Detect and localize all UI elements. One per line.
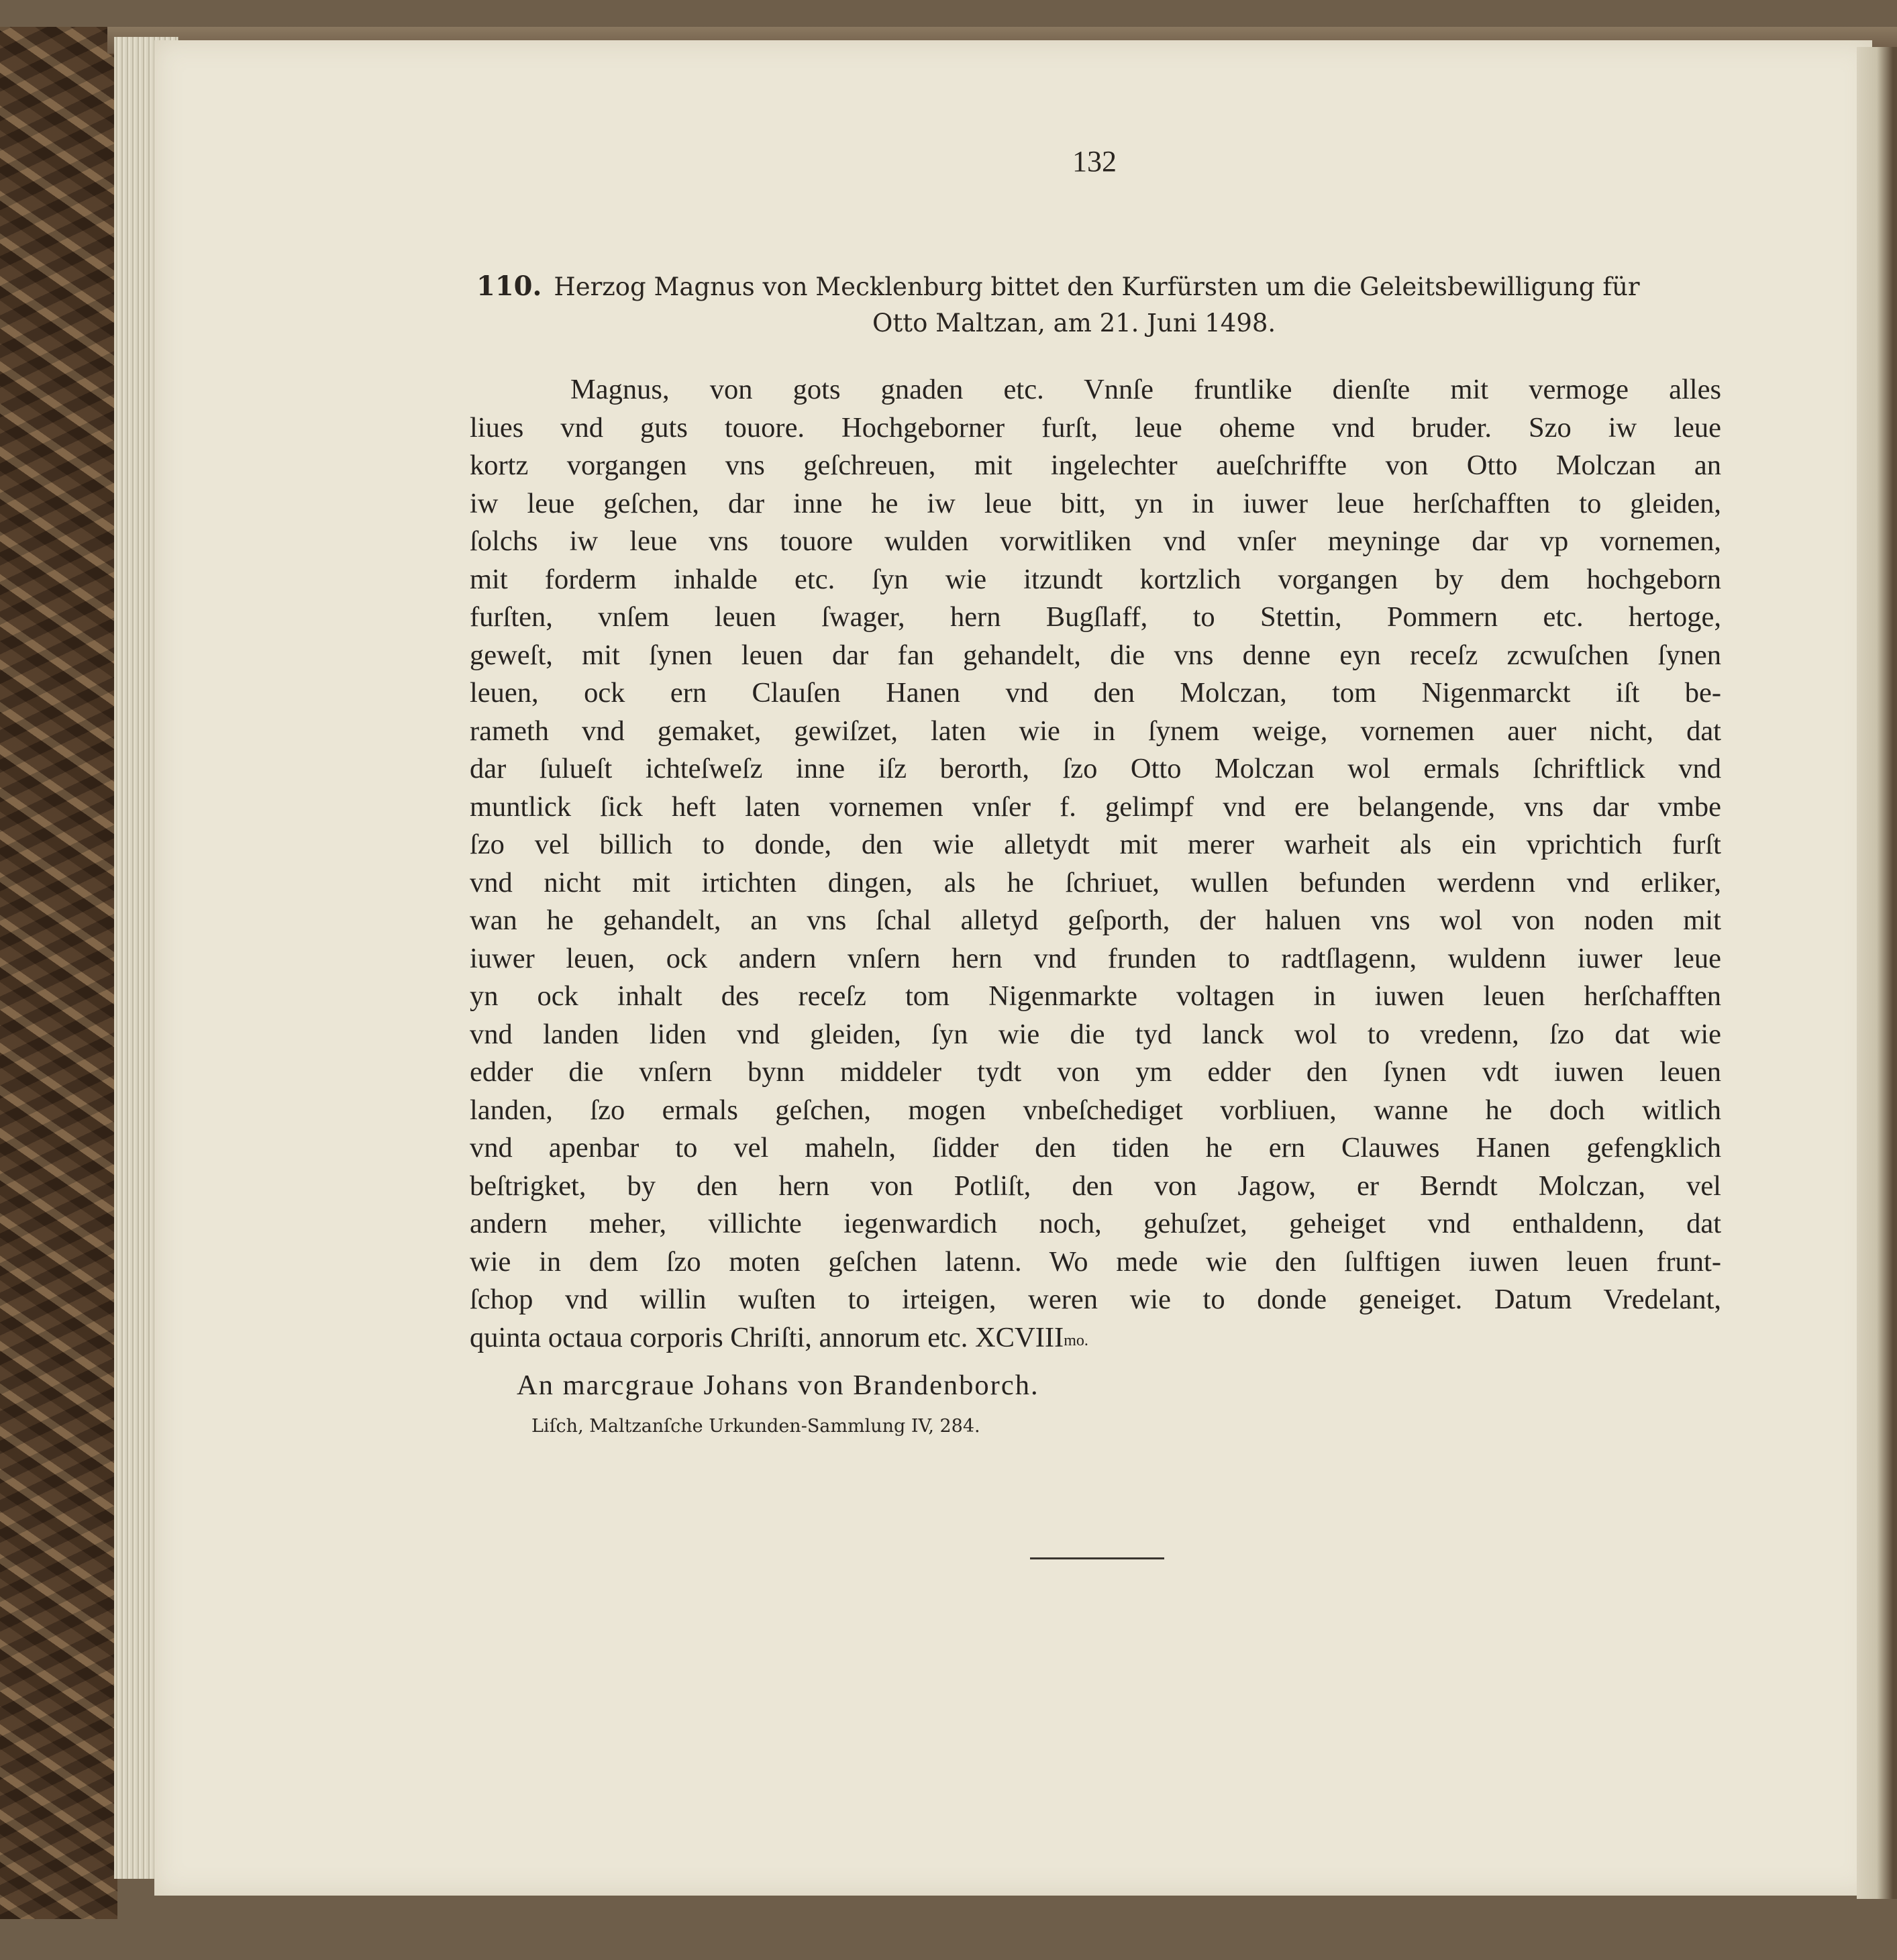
body-line: landen, ſzo ermals geſchen, mogen vnbeſchediget vorbliuen, wanne he doch witlich: [470, 1094, 1721, 1126]
body-line: quinta octaua corporis Chriſti, annorum etc. $XCVIII^{mo.}$: [470, 1321, 1088, 1353]
body-line: dar ſulueſt ichteſweſz inne iſz berorth, ſzo Otto Molczan wol ermals ſchriftlick vnd: [470, 753, 1721, 784]
body-line: leuen, ock ern Clauſen Hanen vnd den Molczan, tom Nigenmarckt iſt be-: [470, 677, 1721, 709]
body-line: vnd nicht mit irtichten dingen, als he ſchriuet, wullen befunden werdenn vnd erliker,: [470, 866, 1721, 898]
body-line: ſzo vel billich to donde, den wie alletydt mit merer warheit als ein vprichtich furſt: [470, 829, 1721, 860]
document-number: 110.: [476, 270, 542, 302]
body-line: iw leue geſchen, dar inne he iw leue bitt, yn in iuwer leue herſchafften to gleiden,: [470, 487, 1721, 519]
facing-page-curl: [1857, 47, 1897, 1899]
book-cover-edge: [0, 27, 117, 1919]
body-line: kortz vorgangen vns geſchreuen, mit ingelechter aueſchriffte von Otto Molczan an: [470, 450, 1721, 481]
body-line: wan he gehandelt, an vns ſchal alletyd geſporth, der haluen vns wol von noden mit: [470, 905, 1721, 936]
body-line: andern meher, villichte iegenwardich noch, gehuſzet, geheiget vnd enthaldenn, dat: [470, 1208, 1721, 1239]
body-line: vnd landen liden vnd gleiden, ſyn wie die tyd lanck wol to vredenn, ſzo dat wie: [470, 1018, 1721, 1050]
body-line: furſten, vnſem leuen ſwager, hern Bugſlaff, to Stettin, Pommern etc. hertoge,: [470, 601, 1721, 633]
body-line: wie in dem ſzo moten geſchen latenn. Wo mede wie den ſulftigen iuwen leuen frunt-: [470, 1245, 1721, 1278]
body-line: liues vnd guts touore. Hochgeborner furſt, leue oheme vnd bruder. Szo iw leue: [470, 411, 1721, 444]
addressee-line: An marcgraue Johans von Brandenborch.: [517, 1370, 1039, 1401]
heading-line-2: Otto Maltzan, am 21. Juni 1498.: [872, 309, 1276, 338]
document-heading: [476, 267, 1725, 307]
body-line: iuwer leuen, ock andern vnſern hern vnd frunden to radtſlagenn, wuldenn iuwer leue: [470, 942, 1721, 974]
body-line: edder die vnſern bynn middeler tydt von ym edder den ſynen vdt iuwen leuen: [470, 1056, 1721, 1088]
body-line: rameth vnd gemaket, gewiſzet, laten wie in ſynem weige, vornemen auer nicht, dat: [470, 715, 1721, 747]
body-line: beſtrigket, by den hern von Potliſt, den von Jagow, er Berndt Molczan, vel: [470, 1170, 1721, 1202]
source-citation: Liſch, Maltzanſche Urkunden-Sammlung IV, 284.: [531, 1416, 980, 1437]
body-line: mit forderm inhalde etc. ſyn wie itzundt kortzlich vorgangen by dem hochgeborn: [470, 563, 1721, 595]
body-line: vnd apenbar to vel maheln, ſidder den tiden he ern Clauwes Hanen gefengklich: [470, 1132, 1721, 1164]
page-number: 132: [1072, 145, 1117, 178]
document-body: [470, 371, 1721, 1357]
heading-line-1: Herzog Magnus von Mecklenburg bittet den Kurfürsten um die Geleitsbewilligung für: [554, 272, 1640, 301]
body-line: muntlick ſick heft laten vornemen vnſer f. gelimpf vnd ere belangende, vns dar vmbe: [470, 790, 1721, 823]
body-line: yn ock inhalt des receſz tom Nigenmarkte voltagen in iuwen leuen herſchafften: [470, 980, 1721, 1012]
body-line: geweſt, mit ſynen leuen dar fan gehandelt, die vns denne eyn receſz zcwuſchen ſynen: [470, 639, 1721, 671]
body-line: ſolchs iw leue vns touore wulden vorwitliken vnd vnſer meyninge dar vp vornemen,: [470, 525, 1721, 557]
body-line: Magnus, von gots gnaden etc. Vnnſe fruntlike dienſte mit vermoge alles: [570, 374, 1721, 405]
end-rule: [1030, 1557, 1164, 1559]
body-line: ſchop vnd willin wuſten to irteigen, weren wie to donde geneiget. Datum Vredelant,: [470, 1284, 1721, 1315]
date-suffix: mo.: [1064, 1331, 1088, 1349]
